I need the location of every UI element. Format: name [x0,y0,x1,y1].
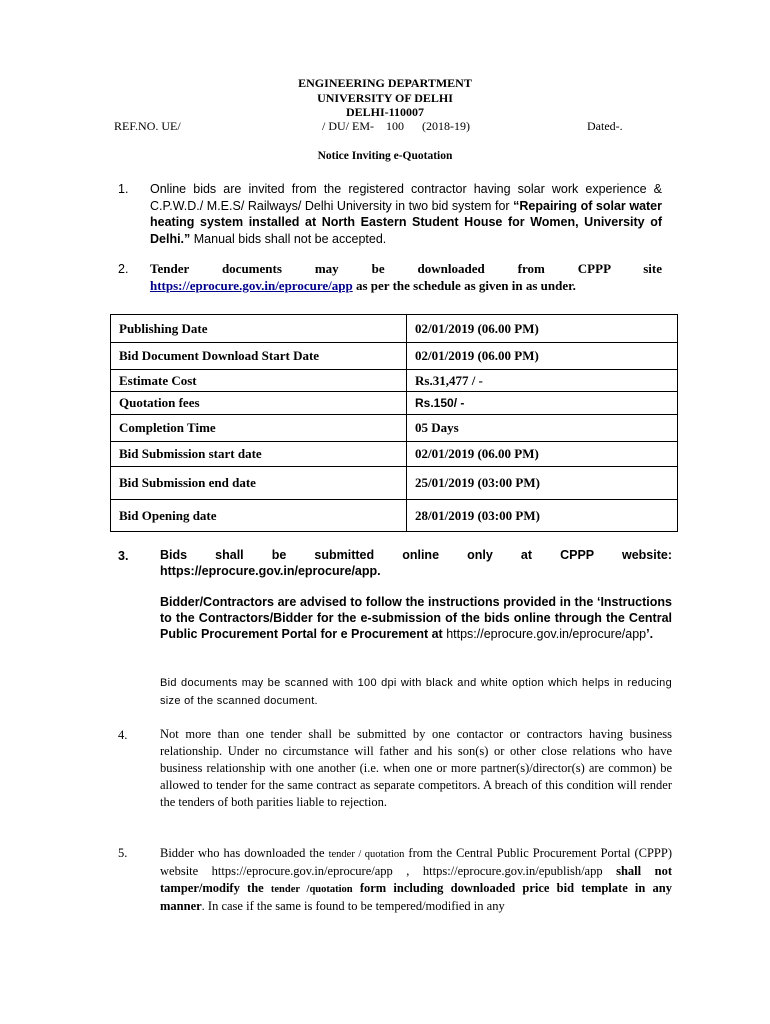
schedule-value: 25/01/2019 (03:00 PM) [407,467,678,500]
ref-number: REF.NO. UE/ [114,119,181,133]
table-row [111,392,678,415]
notice-title: Notice Inviting e-Quotation [317,150,453,162]
item-5-paragraph: Bidder who has downloaded the tender / quotation from the Central Public Procurement Portal (CPPP) website https://eprocure.gov.in/eprocure/app , https://eprocure.gov.in/epublish/app shall not tamper/modify the tender /quotation form including downloaded price bid template in any manner. In case if the same is found to be tempered/modified in any [160,846,672,913]
schedule-label: Bid Submission end date [111,467,407,500]
item-3-instructions: Bidder/Contractors are advised to follow the instructions provided in the ‘Instructions to the Contractors/Bidder for the e-submission of the bids online through the Central Public Procurement Portal for e Procurement at https://eprocure.gov.in/eprocure/app’. [160,595,672,641]
item-4-paragraph: Not more than one tender shall be submitted by one contactor or contractors having business relationship. Under no circumstance will father and his son(s) or other close relations who have business relationship with one another (i.e. when one or more partner(s)/director(s) are common) be allowed to tender for the same contract as separate competitors. A breach of this condition will render the tenders of both parities liable to rejection. [160,727,672,809]
table-row [111,315,678,343]
table-row [111,343,678,370]
schedule-label: Quotation fees [111,392,407,415]
schedule-value: 02/01/2019 (06.00 PM) [407,315,678,343]
schedule-label: Publishing Date [111,315,407,343]
item-3-scan-note: Bid documents may be scanned with 100 dpi with black and white option which helps in reducing size of the scanned document. [160,677,672,707]
cppp-link[interactable]: https://eprocure.gov.in/eprocure/app [150,278,353,293]
item-1-number: 1. [118,182,129,196]
ref-middle: / DU/ EM- 100 (2018-19) [322,119,470,133]
table-row [111,415,678,442]
item-2-number: 2. [118,262,129,276]
item-2-line2: https://eprocure.gov.in/eprocure/app as per the schedule as given in as under. [150,278,576,293]
schedule-value: 28/01/2019 (03:00 PM) [407,500,678,532]
item-1-paragraph: Online bids are invited from the registered contractor having solar work experience & C.P.W.D./ M.E.S/ Railways/ Delhi University in two bid system for “Repairing of solar water heating system installed at North Eastern Student House for Women, University of Delhi.” Manual bids shall not be accepted. [150,182,662,246]
dated-label: Dated-. [587,119,623,133]
schedule-value: 05 Days [407,415,678,442]
schedule-label: Bid Submission start date [111,442,407,467]
item-3-number: 3. [118,549,129,563]
department-title: ENGINEERING DEPARTMENT [298,76,472,90]
schedule-label: Bid Opening date [111,500,407,532]
schedule-value: Rs.150/ - [407,392,678,415]
table-row [111,370,678,392]
table-row [111,500,678,532]
city-line: DELHI-110007 [345,105,424,119]
schedule-table [110,314,678,532]
table-row [111,467,678,500]
schedule-value: Rs.31,477 / - [407,370,678,392]
schedule-value: 02/01/2019 (06.00 PM) [407,343,678,370]
university-title: UNIVERSITY OF DELHI [317,91,453,105]
item-4-number: 4. [118,728,128,742]
schedule-label: Bid Document Download Start Date [111,343,407,370]
item-3-line1: Bids shall be submitted online only at CPPP website: [160,548,672,562]
schedule-label: Completion Time [111,415,407,442]
schedule-value: 02/01/2019 (06.00 PM) [407,442,678,467]
item-3-line2: https://eprocure.gov.in/eprocure/app. [160,564,381,578]
table-row [111,442,678,467]
item-5-number: 5. [118,846,128,860]
item-2-line1: Tender documents may be downloaded from CPPP site [150,261,662,276]
schedule-label: Estimate Cost [111,370,407,392]
